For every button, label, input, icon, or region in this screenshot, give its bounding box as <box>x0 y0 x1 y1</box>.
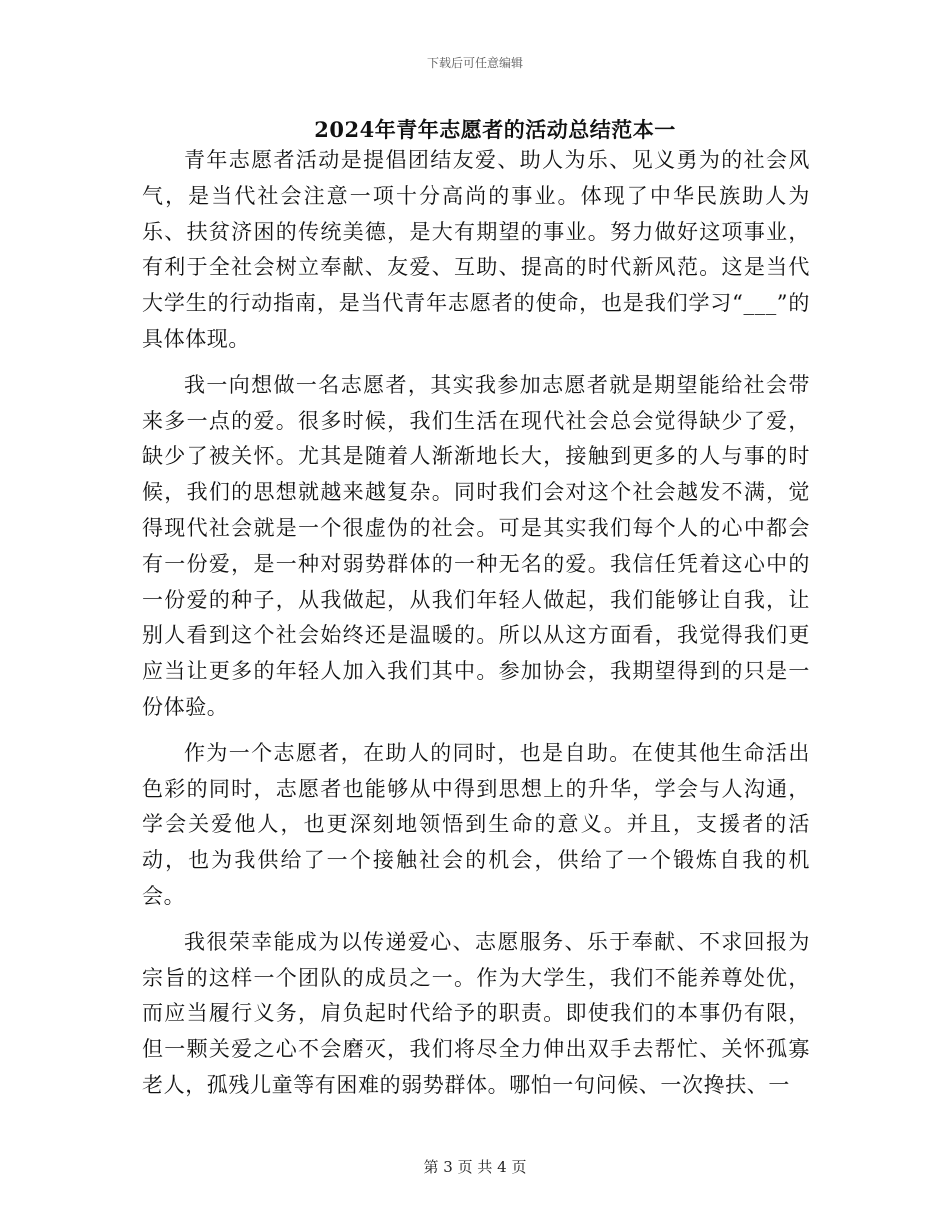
page-header-note: 下载后可任意编辑 <box>426 56 523 70</box>
paragraph-4: 我很荣幸能成为以传递爱心、志愿服务、乐于奉献、不求回报为宗旨的这样一个团队的成员之一。作为大学生，我们不能养尊处优，而应当履行义务，肩负起时代给予的职责。即使我们的本事仍有限，但一颗关爱之心不会磨灭，我们将尽全力伸出双手去帮忙、关怀孤寡老人，孤残儿童等有困难的弱势群体。哪怕一句问候、一次搀扶、一 <box>142 929 810 1097</box>
paragraph-3: 作为一个志愿者，在助人的同时，也是自助。在使其他生命活出色彩的同时，志愿者也能够从中得到思想上的升华，学会与人沟通，学会关爱他人，也更深刻地领悟到生命的意义。并且，支援者的活动，也为我供给了一个接触社会的机会，供给了一个锻炼自我的机会。 <box>142 740 810 908</box>
paragraph-1: 青年志愿者活动是提倡团结友爱、助人为乐、见义勇为的社会风气，是当代社会注意一项十分高尚的事业。体现了中华民族助人为乐、扶贫济困的传统美德，是大有期望的事业。努力做好这项事业，有利于全社会树立奉献、友爱、互助、提高的时代新风范。这是当代大学生的行动指南，是当代青年志愿者的使命，也是我们学习“___”的具体体现。 <box>142 148 810 351</box>
page-number: 第 3 页 共 4 页 <box>423 1158 527 1176</box>
document-title: 2024年青年志愿者的活动总结范本一 <box>314 117 676 142</box>
document-body <box>142 143 810 1114</box>
paragraph-2: 我一向想做一名志愿者，其实我参加志愿者就是期望能给社会带来多一点的爱。很多时候，我们生活在现代社会总会觉得缺少了爱，缺少了被关怀。尤其是随着人渐渐地长大，接触到更多的人与事的时候，我们的思想就越来越复杂。同时我们会对这个社会越发不满，觉得现代社会就是一个很虚伪的社会。可是其实我们每个人的心中都会有一份爱，是一种对弱势群体的一种无名的爱。我信任凭着这心中的一份爱的种子，从我做起，从我们年轻人做起，我们能够让自我，让别人看到这个社会始终还是温暖的。所以从这方面看，我觉得我们更应当让更多的年轻人加入我们其中。参加协会，我期望得到的只是一份体验。 <box>142 372 810 719</box>
